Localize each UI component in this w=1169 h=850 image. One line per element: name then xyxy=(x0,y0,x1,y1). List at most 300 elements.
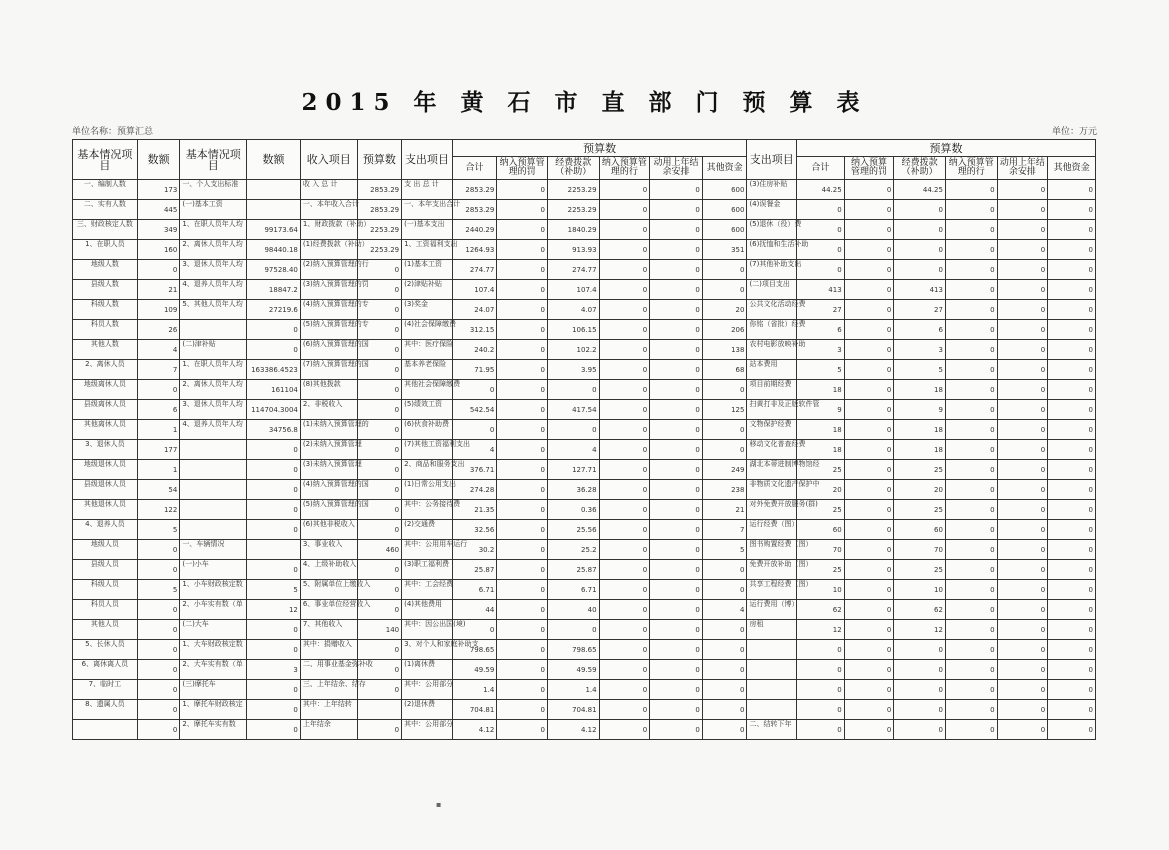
value-cell: 0 xyxy=(650,640,703,660)
value-cell: 0 xyxy=(497,320,548,340)
value-cell: 0 xyxy=(452,620,497,640)
value-cell: 0 xyxy=(702,620,747,640)
value-cell: 0 xyxy=(650,540,703,560)
expense-label-1: (一)基本支出 xyxy=(402,220,453,240)
value-cell: 0 xyxy=(1048,620,1096,640)
value-cell: 36.28 xyxy=(547,480,599,500)
value-cell: 0 xyxy=(650,660,703,680)
income-label: 二、用事业基金弥补收 xyxy=(300,660,357,680)
value-cell: 0 xyxy=(599,360,650,380)
value-cell: 0 xyxy=(702,440,747,460)
basic-label-1: 科员人数 xyxy=(73,320,138,340)
basic-label-1: 县级离休人员 xyxy=(73,400,138,420)
value-cell: 0 xyxy=(1048,480,1096,500)
value-cell: 0 xyxy=(497,540,548,560)
basic-label-1: 二、实有人数 xyxy=(73,200,138,220)
income-label: (1)未纳入预算管理的 xyxy=(300,420,357,440)
value-cell: 0 xyxy=(997,260,1048,280)
value-cell: 4 xyxy=(702,600,747,620)
income-label: (8)其他拨款 xyxy=(300,380,357,400)
value-cell: 0 xyxy=(357,720,402,740)
value-cell: 0 xyxy=(137,600,180,620)
value-cell: 0 xyxy=(137,540,180,560)
value-cell: 99173.64 xyxy=(247,220,301,240)
subheader-admin-fees-1: 纳入预算管理的行 xyxy=(599,157,650,180)
basic-label-1: 其他人数 xyxy=(73,340,138,360)
value-cell: 0 xyxy=(497,180,548,200)
value-cell: 0 xyxy=(844,400,894,420)
value-cell: 0 xyxy=(844,580,894,600)
basic-label-2 xyxy=(180,320,247,340)
income-label: 1、财政拨款（补助） xyxy=(300,220,357,240)
value-cell: 0 xyxy=(599,220,650,240)
value-cell: 10 xyxy=(894,580,946,600)
expense-label-2: 运行费用（博） xyxy=(747,600,797,620)
value-cell: 0 xyxy=(357,480,402,500)
value-cell: 32.56 xyxy=(452,520,497,540)
value-cell: 0 xyxy=(1048,220,1096,240)
basic-label-2: 5、其他人员年人均 xyxy=(180,300,247,320)
table-row xyxy=(73,500,1096,520)
value-cell: 18 xyxy=(797,380,845,400)
value-cell: 54 xyxy=(137,480,180,500)
value-cell: 5 xyxy=(137,520,180,540)
table-row xyxy=(73,380,1096,400)
value-cell: 18847.2 xyxy=(247,280,301,300)
expense-label-2: 公共文化活动经费 xyxy=(747,300,797,320)
expense-label-2 xyxy=(747,640,797,660)
table-row xyxy=(73,560,1096,580)
header-expense-item-1: 支出项目 xyxy=(402,140,453,180)
value-cell: 0 xyxy=(894,220,946,240)
income-label: 2、非税收入 xyxy=(300,400,357,420)
value-cell: 1264.93 xyxy=(452,240,497,260)
value-cell: 12 xyxy=(247,600,301,620)
value-cell: 0 xyxy=(945,300,997,320)
value-cell: 0 xyxy=(650,280,703,300)
value-cell: 0 xyxy=(945,200,997,220)
value-cell: 0 xyxy=(797,700,845,720)
value-cell: 0 xyxy=(497,220,548,240)
value-cell: 0 xyxy=(650,620,703,640)
expense-label-2 xyxy=(747,660,797,680)
basic-label-1: 其他人员 xyxy=(73,620,138,640)
expense-label-1: 2、商品和服务支出 xyxy=(402,460,453,480)
basic-label-2: (三)摩托车 xyxy=(180,680,247,700)
value-cell: 0 xyxy=(497,280,548,300)
value-cell: 0 xyxy=(997,380,1048,400)
value-cell: 62 xyxy=(894,600,946,620)
expense-label-1: (1)日常公用支出 xyxy=(402,480,453,500)
basic-label-1: 3、退休人员 xyxy=(73,440,138,460)
value-cell: 0 xyxy=(844,560,894,580)
value-cell: 0 xyxy=(797,200,845,220)
value-cell: 4 xyxy=(137,340,180,360)
value-cell: 0 xyxy=(1048,580,1096,600)
income-label: (5)纳入预算管理的专 xyxy=(300,320,357,340)
value-cell: 0 xyxy=(844,440,894,460)
value-cell: 0 xyxy=(997,700,1048,720)
expense-label-2: (二)项目支出 xyxy=(747,280,797,300)
value-cell: 27 xyxy=(797,300,845,320)
basic-label-2 xyxy=(180,460,247,480)
value-cell: 0 xyxy=(497,380,548,400)
value-cell: 0 xyxy=(844,220,894,240)
value-cell: 0 xyxy=(997,360,1048,380)
value-cell: 2253.29 xyxy=(547,180,599,200)
value-cell: 0 xyxy=(797,680,845,700)
value-cell: 0 xyxy=(1048,380,1096,400)
value-cell: 0 xyxy=(247,620,301,640)
value-cell: 0 xyxy=(1048,460,1096,480)
value-cell: 173 xyxy=(137,180,180,200)
value-cell: 4 xyxy=(452,440,497,460)
value-cell: 0 xyxy=(1048,240,1096,260)
value-cell: 0 xyxy=(599,600,650,620)
value-cell: 0 xyxy=(1048,300,1096,320)
value-cell: 600 xyxy=(702,200,747,220)
value-cell: 0 xyxy=(702,380,747,400)
value-cell: 0 xyxy=(1048,640,1096,660)
value-cell: 18 xyxy=(894,380,946,400)
value-cell: 0 xyxy=(945,720,997,740)
value-cell: 0 xyxy=(497,340,548,360)
value-cell: 70 xyxy=(894,540,946,560)
basic-label-2: 4、退养人员年人均 xyxy=(180,420,247,440)
value-cell: 0 xyxy=(997,320,1048,340)
table-row xyxy=(73,440,1096,460)
value-cell: 0 xyxy=(497,660,548,680)
value-cell: 0 xyxy=(247,680,301,700)
value-cell: 12 xyxy=(894,620,946,640)
value-cell: 0 xyxy=(1048,400,1096,420)
income-label: (5)纳入预算管理的国 xyxy=(300,500,357,520)
value-cell: 0 xyxy=(497,500,548,520)
value-cell: 44.25 xyxy=(894,180,946,200)
header-income-item: 收入项目 xyxy=(300,140,357,180)
value-cell: 0 xyxy=(599,240,650,260)
value-cell: 0 xyxy=(997,200,1048,220)
value-cell: 0 xyxy=(497,720,548,740)
subheader-appropriation-2: 经费拨款（补助） xyxy=(894,157,946,180)
basic-label-1: 县级退休人员 xyxy=(73,480,138,500)
table-row xyxy=(73,180,1096,200)
value-cell: 0 xyxy=(1048,340,1096,360)
value-cell: 70 xyxy=(797,540,845,560)
expense-label-1: 3、对个人和家庭补助支 xyxy=(402,640,453,660)
value-cell: 0 xyxy=(599,480,650,500)
value-cell: 5 xyxy=(137,580,180,600)
expense-label-1: 基本养老保险 xyxy=(402,360,453,380)
subheader-other-funds-2: 其他资金 xyxy=(1048,157,1096,180)
value-cell: 0 xyxy=(497,300,548,320)
expense-label-2: (3)住房补贴 xyxy=(747,180,797,200)
value-cell: 0 xyxy=(844,240,894,260)
value-cell: 62 xyxy=(797,600,845,620)
unit-name-label: 单位名称：预算汇总 xyxy=(72,127,154,137)
value-cell: 34756.8 xyxy=(247,420,301,440)
value-cell: 0 xyxy=(702,560,747,580)
value-cell: 0 xyxy=(247,700,301,720)
basic-label-1: 其他离休人员 xyxy=(73,420,138,440)
value-cell: 0 xyxy=(702,640,747,660)
value-cell: 0 xyxy=(137,260,180,280)
value-cell: 30.2 xyxy=(452,540,497,560)
value-cell: 0 xyxy=(702,680,747,700)
value-cell: 24.07 xyxy=(452,300,497,320)
value-cell: 274.77 xyxy=(547,260,599,280)
value-cell: 0 xyxy=(357,300,402,320)
value-cell: 0 xyxy=(844,720,894,740)
value-cell: 0 xyxy=(497,680,548,700)
page-mark: ▪ xyxy=(436,800,442,809)
value-cell: 0 xyxy=(137,620,180,640)
value-cell: 0 xyxy=(650,300,703,320)
value-cell xyxy=(247,180,301,200)
income-label: 一、本年收入合计 xyxy=(300,200,357,220)
value-cell: 40 xyxy=(547,600,599,620)
value-cell: 60 xyxy=(797,520,845,540)
value-cell: 0 xyxy=(844,520,894,540)
value-cell: 913.93 xyxy=(547,240,599,260)
value-cell: 238 xyxy=(702,480,747,500)
value-cell: 2853.29 xyxy=(452,200,497,220)
value-cell: 312.15 xyxy=(452,320,497,340)
value-cell: 240.2 xyxy=(452,340,497,360)
subheader-total-1: 合计 xyxy=(452,157,497,180)
value-cell: 44 xyxy=(452,600,497,620)
value-cell: 0 xyxy=(599,280,650,300)
value-cell: 0 xyxy=(702,420,747,440)
value-cell: 704.81 xyxy=(547,700,599,720)
value-cell: 0 xyxy=(1048,680,1096,700)
table-row xyxy=(73,660,1096,680)
subheader-prior-surplus-2: 动用上年结余安排 xyxy=(997,157,1048,180)
value-cell: 25.87 xyxy=(452,560,497,580)
value-cell: 71.95 xyxy=(452,360,497,380)
value-cell: 0 xyxy=(997,580,1048,600)
value-cell: 0 xyxy=(599,520,650,540)
value-cell: 0 xyxy=(357,400,402,420)
value-cell: 0 xyxy=(357,560,402,580)
value-cell: 4 xyxy=(547,440,599,460)
value-cell: 0 xyxy=(797,240,845,260)
table-row xyxy=(73,540,1096,560)
value-cell: 0 xyxy=(599,620,650,640)
table-row xyxy=(73,720,1096,740)
value-cell: 0 xyxy=(357,340,402,360)
value-cell: 0 xyxy=(997,220,1048,240)
value-cell: 0 xyxy=(894,260,946,280)
value-cell: 6.71 xyxy=(547,580,599,600)
basic-label-2 xyxy=(180,480,247,500)
value-cell: 6 xyxy=(894,320,946,340)
value-cell: 0 xyxy=(945,320,997,340)
value-cell: 1840.29 xyxy=(547,220,599,240)
basic-label-1: 地级离休人员 xyxy=(73,380,138,400)
value-cell: 2853.29 xyxy=(357,180,402,200)
basic-label-1: 科级人数 xyxy=(73,300,138,320)
basic-label-1: 三、财政核定人数 xyxy=(73,220,138,240)
value-cell: 0 xyxy=(137,640,180,660)
value-cell: 0 xyxy=(844,700,894,720)
value-cell: 0 xyxy=(599,500,650,520)
value-cell: 0 xyxy=(997,280,1048,300)
value-cell: 0 xyxy=(844,620,894,640)
basic-label-1: 科级人员 xyxy=(73,580,138,600)
value-cell: 114704.3004 xyxy=(247,400,301,420)
value-cell: 0 xyxy=(650,560,703,580)
value-cell: 18 xyxy=(797,420,845,440)
value-cell: 0 xyxy=(357,520,402,540)
value-cell: 21 xyxy=(702,500,747,520)
value-cell: 0 xyxy=(497,620,548,640)
value-cell: 274.77 xyxy=(452,260,497,280)
income-label: 7、其他收入 xyxy=(300,620,357,640)
value-cell: 0 xyxy=(599,720,650,740)
value-cell: 0 xyxy=(997,600,1048,620)
value-cell: 0 xyxy=(452,380,497,400)
value-cell: 0 xyxy=(599,460,650,480)
expense-label-1: 其中：公务接待费 xyxy=(402,500,453,520)
value-cell: 0 xyxy=(599,420,650,440)
basic-label-2: 1、在职人员年人均 xyxy=(180,220,247,240)
value-cell: 0 xyxy=(650,400,703,420)
expense-label-2: 农村电影放映补助 xyxy=(747,340,797,360)
value-cell: 106.15 xyxy=(547,320,599,340)
value-cell: 0 xyxy=(945,420,997,440)
income-label: 5、附属单位上缴收入 xyxy=(300,580,357,600)
value-cell: 0 xyxy=(945,220,997,240)
value-cell: 0 xyxy=(247,320,301,340)
expense-label-1: (1)离休费 xyxy=(402,660,453,680)
value-cell: 413 xyxy=(797,280,845,300)
value-cell: 0 xyxy=(702,720,747,740)
value-cell: 445 xyxy=(137,200,180,220)
value-cell: 0 xyxy=(844,200,894,220)
expense-label-2: (5)退休（役）费 xyxy=(747,220,797,240)
value-cell: 0 xyxy=(997,420,1048,440)
value-cell: 0 xyxy=(1048,600,1096,620)
expense-label-2: 你铭（省批）经费 xyxy=(747,320,797,340)
expense-label-1: 其中：公用用车运行 xyxy=(402,540,453,560)
value-cell: 0 xyxy=(945,280,997,300)
basic-label-2: (二)大车 xyxy=(180,620,247,640)
value-cell: 0 xyxy=(702,580,747,600)
value-cell: 0 xyxy=(997,240,1048,260)
value-cell: 0 xyxy=(945,260,997,280)
value-cell: 0 xyxy=(1048,520,1096,540)
table-row xyxy=(73,480,1096,500)
budget-table xyxy=(72,139,1096,740)
value-cell: 0 xyxy=(650,220,703,240)
value-cell: 1 xyxy=(137,420,180,440)
value-cell: 1.4 xyxy=(452,680,497,700)
table-row xyxy=(73,220,1096,240)
value-cell: 0 xyxy=(357,580,402,600)
basic-label-1: 一、编制人数 xyxy=(73,180,138,200)
basic-label-2: 4、退养人员年人均 xyxy=(180,280,247,300)
value-cell: 0 xyxy=(497,700,548,720)
expense-label-2: 文物保护经费 xyxy=(747,420,797,440)
expense-label-1: (2)交通费 xyxy=(402,520,453,540)
value-cell: 9 xyxy=(894,400,946,420)
value-cell: 0 xyxy=(1048,540,1096,560)
value-cell: 25.87 xyxy=(547,560,599,580)
value-cell: 3 xyxy=(894,340,946,360)
value-cell: 25 xyxy=(894,560,946,580)
value-cell: 2853.29 xyxy=(357,200,402,220)
value-cell xyxy=(247,200,301,220)
value-cell: 0 xyxy=(844,640,894,660)
expense-label-2: 二、结转下年 xyxy=(747,720,797,740)
value-cell: 0 xyxy=(247,640,301,660)
value-cell: 0 xyxy=(650,520,703,540)
value-cell: 0 xyxy=(894,700,946,720)
value-cell: 0 xyxy=(945,580,997,600)
value-cell: 0 xyxy=(844,280,894,300)
value-cell: 0 xyxy=(945,440,997,460)
value-cell: 49.59 xyxy=(547,660,599,680)
value-cell: 2440.29 xyxy=(452,220,497,240)
value-cell: 0 xyxy=(945,340,997,360)
expense-label-1: 支 出 总 计 xyxy=(402,180,453,200)
value-cell: 0 xyxy=(599,540,650,560)
expense-label-1: 其中：公用部分 xyxy=(402,720,453,740)
value-cell: 0 xyxy=(945,700,997,720)
value-cell: 0 xyxy=(1048,560,1096,580)
expense-label-1: 1、工资福利支出 xyxy=(402,240,453,260)
basic-label-2 xyxy=(180,440,247,460)
value-cell: 376.71 xyxy=(452,460,497,480)
value-cell: 0 xyxy=(497,480,548,500)
income-label: 6、事业单位经营收入 xyxy=(300,600,357,620)
value-cell: 0 xyxy=(650,680,703,700)
basic-label-2: 3、退休人员年人均 xyxy=(180,400,247,420)
value-cell: 0 xyxy=(1048,180,1096,200)
value-cell: 0 xyxy=(702,700,747,720)
value-cell: 0 xyxy=(357,660,402,680)
basic-label-1: 地级人员 xyxy=(73,540,138,560)
basic-label-1: 1、在职人员 xyxy=(73,240,138,260)
income-label: (6)其他非税收入 xyxy=(300,520,357,540)
table-row xyxy=(73,420,1096,440)
table-row xyxy=(73,680,1096,700)
table-row xyxy=(73,640,1096,660)
value-cell: 0 xyxy=(357,280,402,300)
value-cell: 0 xyxy=(844,340,894,360)
value-cell: 1.4 xyxy=(547,680,599,700)
basic-label-1: 县级人数 xyxy=(73,280,138,300)
value-cell: 6 xyxy=(797,320,845,340)
value-cell: 122 xyxy=(137,500,180,520)
subheader-fines-2: 纳入预算管理的罚 xyxy=(844,157,894,180)
basic-label-2: 2、摩托车实有数 xyxy=(180,720,247,740)
value-cell: 0 xyxy=(357,360,402,380)
value-cell: 413 xyxy=(894,280,946,300)
table-row xyxy=(73,400,1096,420)
value-cell: 0 xyxy=(497,460,548,480)
table-row xyxy=(73,260,1096,280)
value-cell: 4.07 xyxy=(547,300,599,320)
value-cell: 1 xyxy=(137,460,180,480)
value-cell: 0 xyxy=(650,500,703,520)
expense-label-1: (3)奖金 xyxy=(402,300,453,320)
income-label: (3)纳入预算管理的罚 xyxy=(300,280,357,300)
value-cell: 0 xyxy=(247,720,301,740)
value-cell: 0 xyxy=(497,200,548,220)
value-cell: 0 xyxy=(1048,700,1096,720)
